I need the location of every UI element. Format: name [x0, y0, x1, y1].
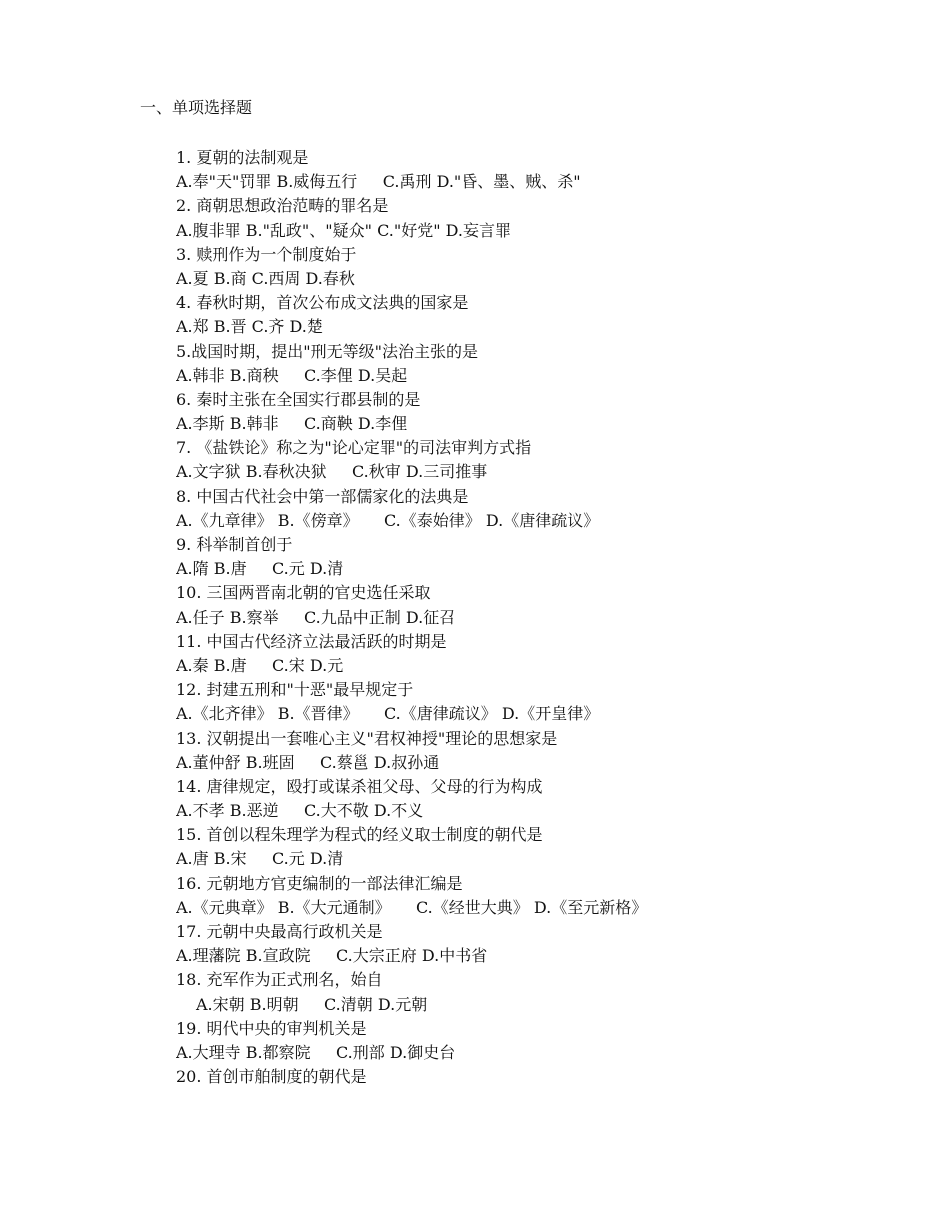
question-stem: 20. 首创市舶制度的朝代是: [176, 1067, 367, 1087]
question-stem: 4. 春秋时期，首次公布成文法典的国家是: [176, 293, 469, 313]
question-stem: 7. 《盐铁论》称之为"论心定罪"的司法审判方式指: [176, 438, 532, 458]
question-stem: 6. 秦时主张在全国实行郡县制的是: [176, 389, 421, 409]
question-stem: 2. 商朝思想政治范畴的罪名是: [176, 196, 389, 216]
question-options: A.李斯 B.韩非 C.商鞅 D.李俚: [176, 414, 408, 434]
question-stem: 15. 首创以程朱理学为程式的经义取士制度的朝代是: [176, 825, 543, 845]
question-stem: 3. 赎刑作为一个制度始于: [176, 244, 357, 264]
question-stem: 9. 科举制首创于: [176, 535, 293, 554]
question-options: A.《北齐律》 B.《晋律》 C.《唐律疏议》 D.《开皇律》: [176, 704, 600, 724]
question-list: [176, 146, 916, 1089]
question-options: A.《元典章》 B.《大元通制》 C.《经世大典》 D.《至元新格》: [176, 897, 648, 917]
question-stem: 12. 封建五刑和"十恶"最早规定于: [176, 680, 414, 700]
question-stem: 5.战国时期，提出"刑无等级"法治主张的是: [176, 341, 478, 361]
question-options: A.《九章律》 B.《傍章》 C.《泰始律》 D.《唐律疏议》: [176, 510, 600, 530]
question-options: A.唐 B.宋 C.元 D.清: [176, 849, 344, 869]
question-options: A.奉"天"罚罪 B.威侮五行 C.禹刑 D."昏、墨、贼、杀": [176, 172, 581, 192]
question-stem: 10. 三国两晋南北朝的官史选任采取: [176, 583, 431, 603]
question-stem: 1. 夏朝的法制观是: [176, 148, 309, 167]
question-options: A.腹非罪 B."乱政"、"疑众" C."好党" D.妄言罪: [176, 220, 512, 240]
question-options: A.隋 B.唐 C.元 D.清: [176, 559, 344, 579]
question-options: A.秦 B.唐 C.宋 D.元: [176, 655, 344, 675]
question-stem: 17. 元朝中央最高行政机关是: [176, 922, 383, 941]
question-stem: 18. 充军作为正式刑名，始自: [176, 970, 383, 990]
question-options: A.不孝 B.恶逆 C.大不敬 D.不义: [176, 801, 424, 821]
section-title: 一、单项选择题: [140, 98, 253, 117]
question-options: A.任子 B.察举 C.九品中正制 D.征召: [176, 607, 456, 627]
question-options: A.董仲舒 B.班固 C.蔡邕 D.叔孙通: [176, 752, 440, 772]
question-stem: 19. 明代中央的审判机关是: [176, 1018, 367, 1038]
question-stem: 11. 中国古代经济立法最活跃的时期是: [176, 631, 447, 651]
question-options: A.郑 B.晋 C.齐 D.楚: [176, 317, 323, 337]
question-options: A.韩非 B.商秧 C.李俚 D.吴起: [176, 365, 408, 385]
question-stem: 13. 汉朝提出一套唯心主义"君权神授"理论的思想家是: [176, 728, 558, 748]
question-stem: 8. 中国古代社会中第一部儒家化的法典是: [176, 486, 469, 506]
question-options: A.文字狱 B.春秋决狱 C.秋审 D.三司推事: [176, 462, 488, 482]
question-options: A.宋朝 B.明朝 C.清朝 D.元朝: [196, 994, 428, 1014]
question-options: A.夏 B.商 C.西周 D.春秋: [176, 268, 355, 288]
question-options: A.大理寺 B.都察院 C.刑部 D.御史台: [176, 1042, 456, 1062]
question-stem: 14. 唐律规定，殴打或谋杀祖父母、父母的行为构成: [176, 776, 543, 796]
question-stem: 16. 元朝地方官吏编制的一部法律汇编是: [176, 873, 463, 893]
question-options: A.理藩院 B.宣政院 C.大宗正府 D.中书省: [176, 946, 488, 966]
